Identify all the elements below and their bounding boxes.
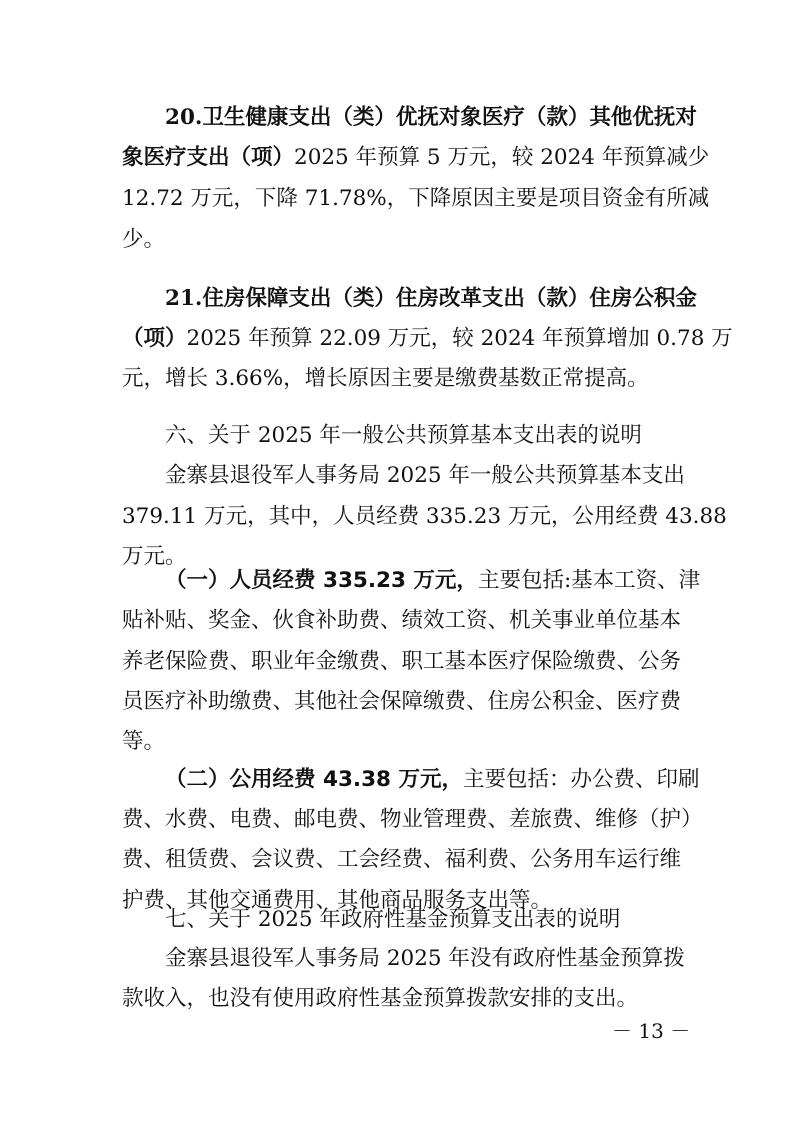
personnel-line-5: 等。 xyxy=(122,729,166,754)
section-6-line-2: 379.11 万元，其中，人员经费 335.23 万元，公用经费 43.88 xyxy=(122,504,727,529)
item-21-text: 2025 年预算 22.09 万元，较 2024 年预算增加 0.78 万 xyxy=(186,326,733,351)
public-heading: （二）公用经费 43.38 万元， xyxy=(165,767,463,792)
public-intro: 主要包括：办公费、印刷 xyxy=(462,767,700,792)
item-20-line-3: 12.72 万元，下降 71.78%，下降原因主要是项目资金有所减 xyxy=(122,186,710,211)
item-21-line-1: 21.住房保障支出（类）住房改革支出（款）住房公积金 xyxy=(165,286,697,311)
section-6-line-1: 金寨县退役军人事务局 2025 年一般公共预算基本支出 xyxy=(165,463,685,488)
personnel-heading: （一）人员经费 335.23 万元， xyxy=(165,568,478,593)
item-20-line-2 xyxy=(122,143,710,173)
personnel-line-3: 养老保险费、职业年金缴费、职工基本医疗保险缴费、公务 xyxy=(122,649,682,674)
personnel-intro: 主要包括:基本工资、津 xyxy=(477,568,701,593)
section-7-line-1: 金寨县退役军人事务局 2025 年没有政府性基金预算拨 xyxy=(165,946,685,971)
item-21-title-end: （项） xyxy=(122,326,187,351)
page-number: － 13 － xyxy=(612,1019,691,1043)
item-20-title-end: 象医疗支出（项） xyxy=(122,145,295,170)
item-21-line-3: 元，增长 3.66%，增长原因主要是缴费基数正常提高。 xyxy=(122,366,649,391)
personnel-line-4: 员医疗补助缴费、其他社会保障缴费、住房公积金、医疗费 xyxy=(122,689,682,714)
item-20-text: 2025 年预算 5 万元，较 2024 年预算减少 xyxy=(294,145,710,170)
section-7-line-2: 款收入，也没有使用政府性基金预算拨款安排的支出。 xyxy=(122,986,639,1011)
personnel-line-1 xyxy=(165,566,701,596)
item-20-line-4: 少。 xyxy=(122,227,166,252)
personnel-line-2: 贴补贴、奖金、伙食补助费、绩效工资、机关事业单位基本 xyxy=(122,608,682,633)
public-line-2: 费、水费、电费、邮电费、物业管理费、差旅费、维修（护） xyxy=(122,807,703,832)
public-line-3: 费、租赁费、会议费、工会经费、福利费、公务用车运行维 xyxy=(122,847,682,872)
section-6-heading: 六、关于 2025 年一般公共预算基本支出表的说明 xyxy=(165,423,642,448)
item-21-line-2 xyxy=(122,324,733,354)
public-line-1 xyxy=(165,765,700,795)
public-line-4: 护费、其他交通费用、其他商品服务支出等。 xyxy=(122,888,553,913)
item-20-line-1: 20.卫生健康支出（类）优抚对象医疗（款）其他优抚对 xyxy=(165,105,697,130)
section-7-heading: 七、关于 2025 年政府性基金预算支出表的说明 xyxy=(165,907,621,932)
section-6-line-3: 万元。 xyxy=(122,544,187,569)
